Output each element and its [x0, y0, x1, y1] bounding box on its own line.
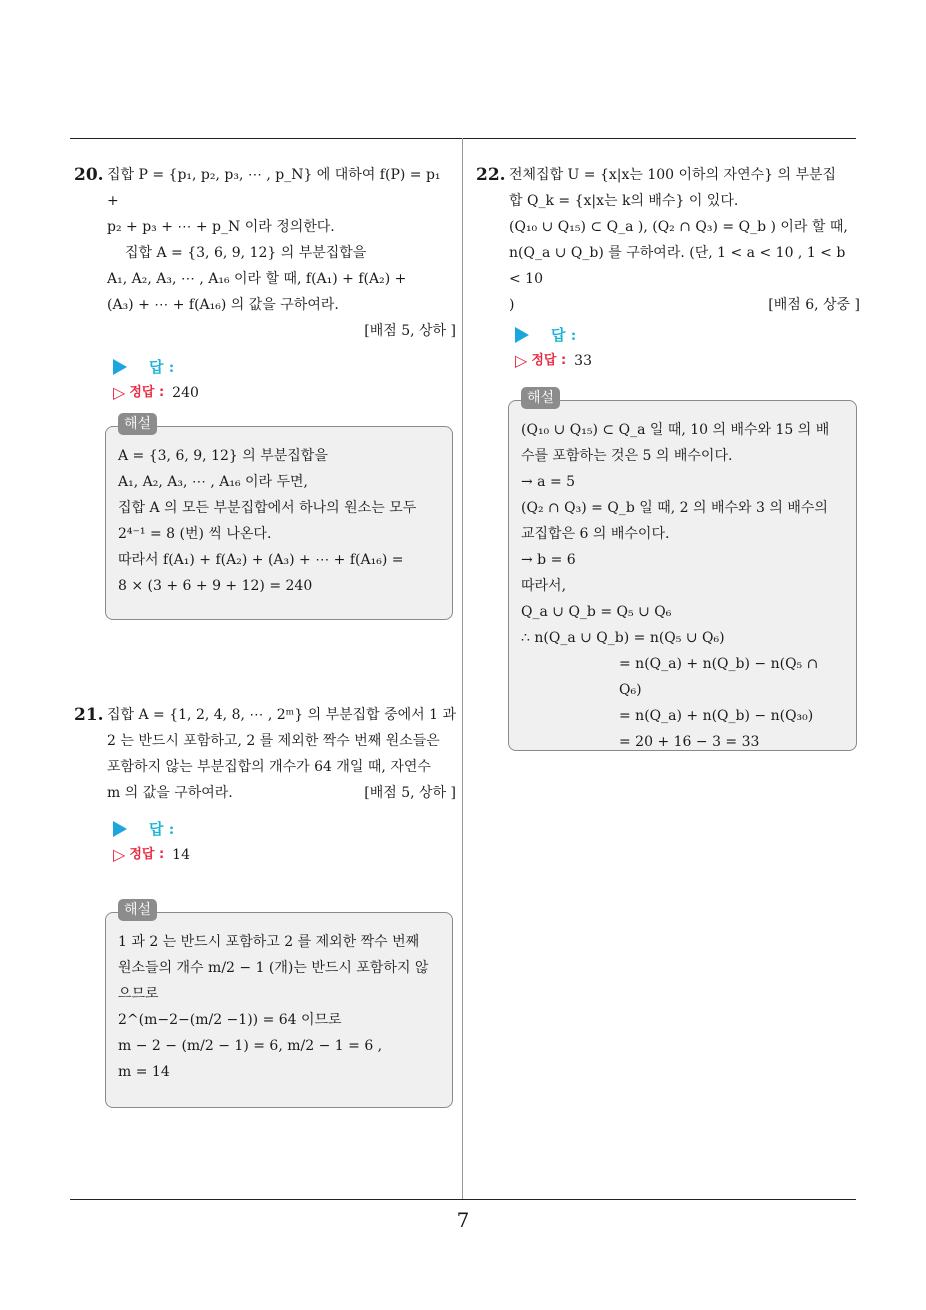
- play-triangle-icon: [113, 359, 127, 375]
- answer-row: [107, 354, 456, 380]
- outline-triangle-icon: ▷: [113, 383, 126, 402]
- problem-line: (A₃) + ⋯ + f(A₁₆) 의 값을 구하여라.: [107, 297, 339, 313]
- problem-21: [74, 702, 456, 868]
- bottom-rule: [70, 1199, 856, 1200]
- solution-line: 원소들의 개수 m/2 − 1 (개)는 반드시 포함하지 않: [118, 960, 429, 976]
- answer-label: 답 :: [149, 358, 175, 376]
- solution-line: 집합 A 의 모든 부분집합에서 하나의 원소는 모두: [118, 500, 417, 516]
- problem-22: [476, 162, 860, 374]
- problem-line: ): [509, 297, 515, 313]
- solution-tag: 해설: [118, 899, 157, 921]
- solution-line: → a = 5: [521, 474, 576, 490]
- problem-line: 전체집합 U = {x|x는 100 이하의 자연수} 의 부분집: [509, 167, 837, 183]
- correct-answer-row: [107, 842, 456, 868]
- score-label: [배점 5, 상하 ]: [364, 785, 456, 801]
- solution-line: 1 과 2 는 반드시 포함하고 2 를 제외한 짝수 번째: [118, 934, 420, 950]
- solution-line: 8 × (3 + 6 + 9 + 12) = 240: [118, 578, 313, 594]
- problem-line: 집합 P = {p₁, p₂, p₃, ⋯ , p_N} 에 대하여 f(P) = p₁ +: [107, 167, 441, 209]
- correct-label: 정답 :: [531, 353, 567, 368]
- problem-number: 20.: [74, 165, 104, 185]
- solution-line: ∴ n(Q_a ∪ Q_b) = n(Q₅ ∪ Q₆): [521, 630, 725, 646]
- correct-value: 33: [574, 353, 592, 369]
- solution-box-20: [105, 416, 453, 620]
- page-number: 7: [456, 1208, 470, 1232]
- problem-line: A₁, A₂, A₃, ⋯ , A₁₆ 이라 할 때, f(A₁) + f(A₂) +: [107, 271, 407, 287]
- solution-line: (Q₁₀ ∪ Q₁₅) ⊂ Q_a 일 때, 10 의 배수와 15 의 배: [521, 422, 830, 438]
- solution-line: 수를 포함하는 것은 5 의 배수이다.: [521, 448, 733, 464]
- score-label: [배점 6, 상중 ]: [768, 297, 860, 313]
- problem-line: 집합 A = {1, 2, 4, 8, ⋯ , 2ᵐ} 의 부분집합 중에서 1 과: [107, 707, 457, 723]
- play-triangle-icon: [113, 821, 127, 837]
- problem-line: 집합 A = {3, 6, 9, 12} 의 부분집합을: [125, 245, 367, 261]
- problem-line: 합 Q_k = {x|x는 k의 배수} 이 있다.: [509, 193, 739, 209]
- correct-answer-row: [509, 348, 860, 374]
- problem-last-line: [509, 292, 860, 318]
- problem-line: n(Q_a ∪ Q_b) 를 구하여라. (단, 1 < a < 10 , 1 < b < 10: [509, 245, 846, 287]
- solution-line: 교집합은 6 의 배수이다.: [521, 526, 670, 542]
- solution-line: = n(Q_a) + n(Q_b) − n(Q₃₀): [619, 708, 814, 724]
- problem-line: 2 는 반드시 포함하고, 2 를 제외한 짝수 번째 원소들은: [107, 733, 440, 749]
- correct-value: 14: [172, 847, 190, 863]
- answer-label: 답 :: [149, 820, 175, 838]
- play-triangle-icon: [515, 327, 529, 343]
- column-divider: [462, 138, 463, 1200]
- correct-value: 240: [172, 385, 199, 401]
- solution-line: 따라서,: [521, 578, 567, 594]
- problem-line: p₂ + p₃ + ⋯ + p_N 이라 정의한다.: [107, 219, 335, 235]
- score-label: [배점 5, 상하 ]: [364, 323, 456, 339]
- solution-line: (Q₂ ∩ Q₃) = Q_b 일 때, 2 의 배수와 3 의 배수의: [521, 500, 828, 516]
- outline-triangle-icon: ▷: [515, 351, 528, 370]
- solution-line: = n(Q_a) + n(Q_b) − n(Q₅ ∩ Q₆): [619, 656, 819, 698]
- top-rule: [70, 138, 856, 139]
- solution-tag: 해설: [521, 387, 560, 409]
- problem-line: (Q₁₀ ∪ Q₁₅) ⊂ Q_a ), (Q₂ ∩ Q₃) = Q_b ) 이라 할 때,: [509, 219, 848, 235]
- problem-number: 21.: [74, 705, 104, 725]
- solution-line: 으므로: [118, 986, 159, 1002]
- solution-line: 따라서 f(A₁) + f(A₂) + (A₃) + ⋯ + f(A₁₆) =: [118, 552, 404, 568]
- outline-triangle-icon: ▷: [113, 845, 126, 864]
- solution-line: m − 2 − (m/2 − 1) = 6, m/2 − 1 = 6 ,: [118, 1038, 383, 1054]
- solution-line: m = 14: [118, 1064, 170, 1080]
- correct-answer-row: [107, 380, 456, 406]
- solution-line: → b = 6: [521, 552, 576, 568]
- problem-line: 포함하지 않는 부분집합의 개수가 64 개일 때, 자연수: [107, 759, 431, 775]
- solution-line: = 20 + 16 − 3 = 33: [619, 734, 760, 750]
- solution-tag: 해설: [118, 413, 157, 435]
- solution-line: 2^(m−2−(m/2 −1)) = 64 이므로: [118, 1012, 342, 1028]
- problem-number: 22.: [476, 165, 506, 185]
- solution-box-21: [105, 902, 453, 1108]
- answer-label: 답 :: [551, 326, 577, 344]
- problem-line: m 의 값을 구하여라.: [107, 785, 233, 801]
- solution-line: Q_a ∪ Q_b = Q₅ ∪ Q₆: [521, 604, 672, 620]
- correct-label: 정답 :: [129, 847, 165, 862]
- solution-line: A = {3, 6, 9, 12} 의 부분집합을: [118, 448, 328, 464]
- answer-row: [107, 816, 456, 842]
- correct-label: 정답 :: [129, 385, 165, 400]
- problem-20: [74, 162, 456, 406]
- answer-row: [509, 322, 860, 348]
- solution-line: A₁, A₂, A₃, ⋯ , A₁₆ 이라 두면,: [118, 474, 309, 490]
- solution-line: 2⁴⁻¹ = 8 (번) 씩 나온다.: [118, 526, 272, 542]
- solution-box-22: [508, 390, 857, 751]
- problem-last-line: [107, 780, 456, 806]
